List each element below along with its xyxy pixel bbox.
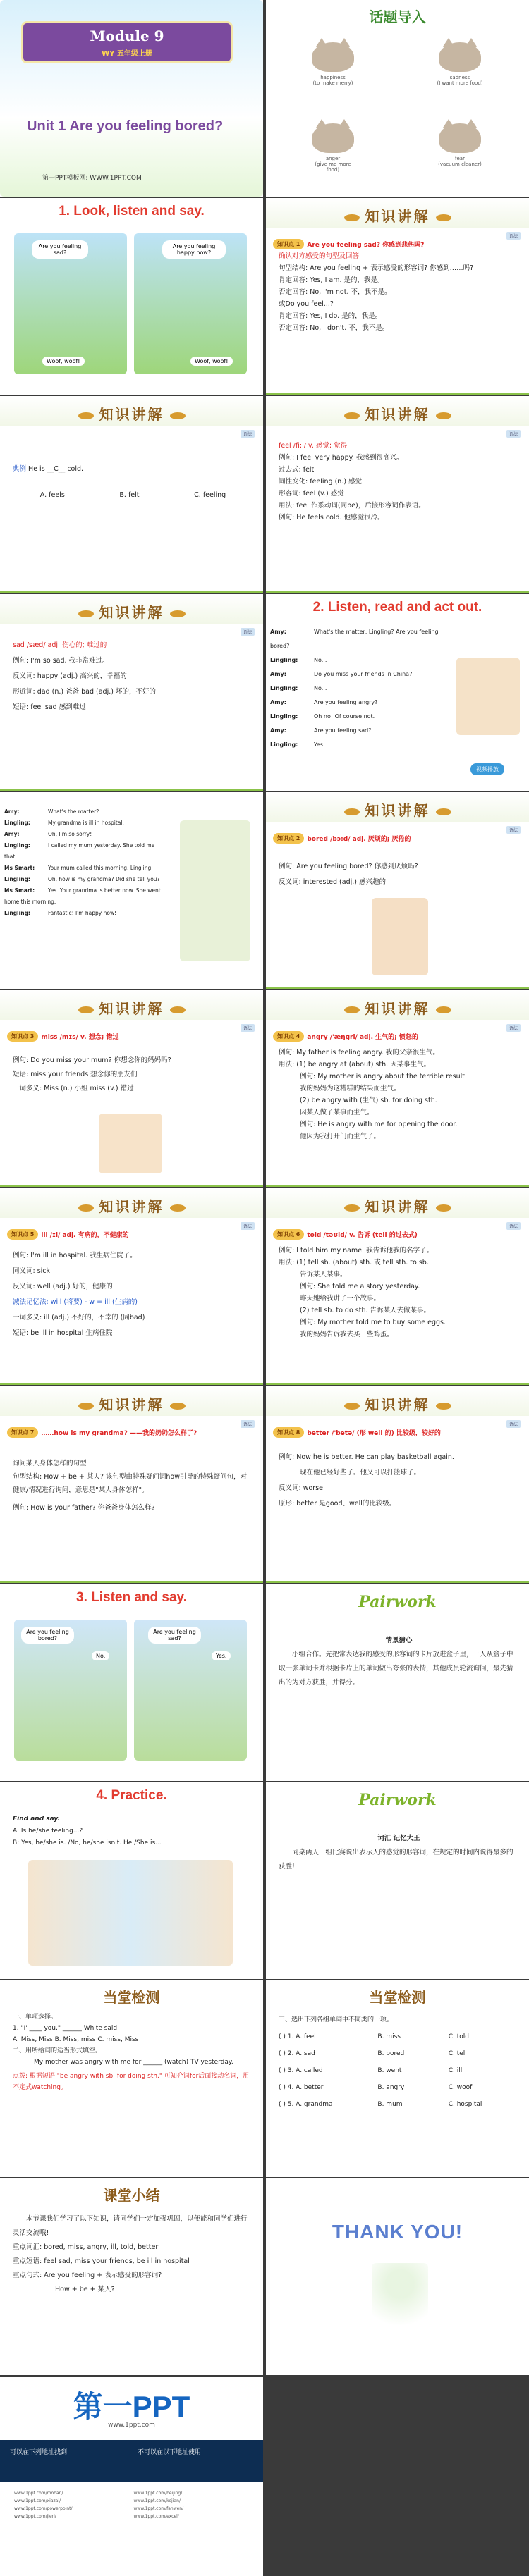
slide-knowledge-sad bbox=[0, 594, 263, 791]
girls-illustration bbox=[456, 658, 520, 735]
slide-title: Pairwork bbox=[358, 1593, 437, 1611]
slide-title: 知识讲解 bbox=[0, 997, 263, 1018]
slide-pairwork-2 bbox=[266, 1782, 529, 1979]
knowledge-point: 知识点 3 miss /mɪs/ v. 想念; 错过 bbox=[7, 1031, 118, 1042]
speech-bubble: Are you feeling sad? bbox=[32, 240, 88, 259]
cat-fear: fear (vacuum cleaner) bbox=[435, 123, 485, 167]
slide-title: 当堂检测 bbox=[369, 1989, 426, 2006]
activity: 情景猜心 小组合作。先把常表达我的感受的形容词的卡片放进盒子里，一人从盒子中取一张单词卡并根据卡片上的单词做出夸张的表情，其他成员轮流询问，最先猜出的为对方获胜，并得分。 bbox=[279, 1637, 513, 1687]
grammar-tag: 语法 bbox=[241, 1024, 255, 1032]
dandelion-image bbox=[372, 2263, 428, 2348]
cat-icon bbox=[312, 123, 354, 153]
cat-anger: anger (give me more food) bbox=[308, 123, 358, 173]
slide-title: 2. Listen, read and act out. bbox=[312, 600, 482, 615]
quiz-content: 一、单项选择。 1. "I' ____ you," ______ White said. A. Miss, Miss B. Miss, miss C. miss, Miss 二、用所给词的适当形式填空。 My mother was angry with me for ______ (watch) TV yesterday. 点拨: 根据短语 "be angry with sb. for doing sth." 可知介词for后面接动名词，用不定式watching。 bbox=[13, 2014, 250, 2091]
info-band: 可以在下列地址找到 不可以在以下地址使用 bbox=[0, 2440, 263, 2482]
footer-bar bbox=[0, 1581, 263, 1583]
content-lines: 询问某人身体怎样的句型 句型结构: How + be + 某人? 该句型由特殊疑问词how引导的特殊疑问句，对健康/情况进行询问，意思是"某人身体怎样"。 例句: How is your father? 你爸爸身体怎么样? bbox=[13, 1460, 247, 1512]
slide-title: 当堂检测 bbox=[103, 1989, 160, 2006]
dialogue: Amy: What's the matter, Lingling? Are you feeling bored? Lingling: No... Amy: Do you miss your friends in China? Lingling: No... Amy: Are you feeling angry? Lingling: Oh no! Of course not. Amy: Are you feeling sad? Lingling: Yes... bbox=[270, 629, 439, 748]
speech-bubble: Are you feeling bored? bbox=[21, 1627, 74, 1644]
slide-title: 知识讲解 bbox=[266, 403, 529, 424]
slide-listen-read-act bbox=[266, 594, 529, 791]
slide-listen-say bbox=[0, 1584, 263, 1781]
content-lines: 例句: Are you feeling bored? 你感到厌烦吗? 反义词: interested (adj.) 感兴趣的 bbox=[279, 863, 418, 886]
module-banner bbox=[21, 21, 233, 63]
slide-quiz-1 bbox=[0, 1980, 263, 2177]
slide-quiz-2 bbox=[266, 1980, 529, 2177]
knowledge-point: 知识点 4 angry /'æŋɡri/ adj. 生气的; 愤怒的 bbox=[273, 1031, 418, 1042]
question: 典例 He is __C__ cold. A. feels B. felt C. feeling bbox=[13, 463, 253, 501]
template-site: 第一PPT模板网: WWW.1PPT.COM bbox=[42, 175, 142, 182]
cat-icon bbox=[312, 42, 354, 72]
link-list: www.1ppt.com/moban/ www.1ppt.com/xiazai/ www.1ppt.com/powerpoint/ www.1ppt.com/jieri/ www.1ppt.com/beijing/ www.1ppt.com/kejian/ www.1ppt.com/fanwen/ www.1ppt.com/excel/ bbox=[14, 2491, 184, 2519]
slide-dialogue-2 bbox=[0, 792, 263, 989]
brand-logo: 第一PPT bbox=[73, 2390, 190, 2423]
footer-bar bbox=[266, 987, 529, 989]
content-lines: 例句: Do you miss your mum? 你想念你的妈妈吗? 短语: miss your friends 想念你的朋友们 一词多义: Miss (n.) 小姐 miss (v.) 错过 bbox=[13, 1056, 171, 1092]
slide-look-listen-say bbox=[0, 198, 263, 395]
slide-title: 知识讲解 bbox=[266, 1393, 529, 1414]
quiz-content: 三、选出下列各组单词中不同类的一项。 ( ) 1. A. feel B. miss C. told ( ) 2. A. sad B. bored C. tell ( ) 3. A. called B. went C. ill ( ) 4. A. better B. angry C. woof ( ) 5. A. grandma B. mum C. hospital bbox=[279, 2016, 482, 2108]
option-c: C. feeling bbox=[194, 491, 226, 499]
grammar-tag: 语法 bbox=[506, 1222, 521, 1230]
cat-icon bbox=[439, 123, 481, 153]
slide-title: 知识讲解 bbox=[266, 799, 529, 820]
grammar-tag: 语法 bbox=[241, 1420, 255, 1428]
slide-summary bbox=[0, 2178, 263, 2375]
slide-pairwork-1 bbox=[266, 1584, 529, 1781]
slide-knowledge-how bbox=[0, 1386, 263, 1583]
slide-title: 话题导入 bbox=[369, 8, 426, 25]
slide-title: 知识讲解 bbox=[0, 1393, 263, 1414]
option-a: A. feels bbox=[39, 491, 65, 499]
cat-icon bbox=[439, 42, 481, 72]
slide-title: 1. Look, listen and say. bbox=[59, 204, 205, 218]
slide-title: 3. Listen and say. bbox=[76, 1590, 187, 1605]
content-lines: 例句: I told him my name. 我告诉他我的名字了。 用法: (1) tell sb. (about) sth. 或 tell sth. to sb. 告诉某人某事。 例句: She told me a story yesterday. 昨天她给我讲了一个故事。 (2) tell sb. to do sth. 告诉某人去做某事。 例句: My mother told me to buy some eggs. 我的妈妈告诉我去买一些鸡蛋。 bbox=[279, 1247, 446, 1338]
thank-you-title: THANK YOU! bbox=[332, 2221, 463, 2243]
slide-knowledge-ill bbox=[0, 1188, 263, 1385]
slide-knowledge-better bbox=[266, 1386, 529, 1583]
bored-girl-illustration bbox=[372, 898, 428, 975]
footer-bar bbox=[266, 1581, 529, 1583]
grammar-tag: 语法 bbox=[506, 1024, 521, 1032]
speech-bubble: Are you feeling sad? bbox=[148, 1627, 201, 1644]
slide-title: 4. Practice. bbox=[96, 1788, 167, 1803]
content-lines: 例句: I'm ill in hospital. 我生病住院了。 同义词: sick 反义词: well (adj.) 好的，健康的 减法记忆法: will (将要) - w = ill (生病的) 一词多义: ill (adj.) 不好的，不幸的 (同bad) 短语: be ill in hospital 生病住院 bbox=[13, 1252, 145, 1337]
slide-cover bbox=[0, 0, 263, 197]
knowledge-point: 知识点 8 better /'betə/ (形 well 的) 比较级，较好的 bbox=[273, 1427, 441, 1438]
slide-title: 知识讲解 bbox=[266, 205, 529, 226]
dialogue: Amy: What's the matter? Lingling: My grandma is ill in hospital. Amy: Oh, I'm so sorry! Lingling: I called my mum yesterday. She told me that. Ms Smart: Your mum called this morning, Lingling. Lingling: Oh, how is my grandma? Did she tell you? Ms Smart: Yes. Your grandma is better now. She went home this morning. Lingling: Fantastic! I'm happy now! bbox=[4, 808, 161, 916]
footer-bar bbox=[0, 789, 263, 791]
grammar-tag: 语法 bbox=[506, 1420, 521, 1428]
unit-title: Unit 1 Are you feeling bored? bbox=[27, 118, 224, 134]
knowledge-point: 知识点 5 ill /ɪl/ adj. 有病的，不健康的 bbox=[7, 1229, 129, 1240]
knowledge-point: 知识点 7 ……how is my grandma? ——我的奶奶怎么样了? bbox=[7, 1427, 256, 1438]
content-lines: sad /sæd/ adj. 伤心的; 难过的 例句: I'm so sad. 我非常难过。 反义词: happy (adj.) 高兴的，幸福的 形近词: dad (n.) 爸爸 bad (adj.) 坏的，不好的 短语: feel sad 感到难过 bbox=[13, 641, 156, 711]
slide-knowledge-1 bbox=[266, 198, 529, 395]
dialogue-illustration bbox=[180, 820, 250, 961]
content-lines: 例句: Now he is better. He can play basketball again. 现在他已经好些了。他又可以打篮球了。 反义词: worse 原形: better 是good、well的比较级。 bbox=[279, 1453, 454, 1508]
slide-title: 课堂小结 bbox=[103, 2187, 160, 2204]
slide-title: 知识讲解 bbox=[266, 997, 529, 1018]
footer-bar bbox=[0, 1383, 263, 1385]
slide-title: 知识讲解 bbox=[0, 403, 263, 424]
grammar-tag: 语法 bbox=[506, 232, 521, 240]
speech-bubble: Yes. bbox=[212, 1651, 231, 1660]
slide-title: 知识讲解 bbox=[0, 601, 263, 622]
footer-bar bbox=[266, 393, 529, 395]
footer-bar bbox=[266, 1383, 529, 1385]
content-lines: 例句: My father is feeling angry. 我的父亲很生气。 用法: (1) be angry at (about) sth. 因某事生气。 例句: My mother is angry about the terrible result. 我的妈妈为这糟糕的结果而生气。 (2) be angry with (生气) sb. for doing sth. 因某人做了某事而生气。 例句: He is angry with me for opening the door. 他因为我打开门而生气了。 bbox=[279, 1049, 467, 1140]
grammar-tag: 语法 bbox=[241, 430, 255, 438]
footer-bar bbox=[0, 1185, 263, 1187]
cat-happiness: happiness (to make merry) bbox=[308, 42, 358, 86]
footer-bar bbox=[266, 591, 529, 593]
brand-site: www.1ppt.com bbox=[108, 2422, 155, 2429]
knowledge-point: 知识点 6 told /təʊld/ v. 告诉 (tell 的过去式) bbox=[273, 1229, 418, 1240]
footer-bar bbox=[266, 1185, 529, 1187]
speech-bubble: Are you feeling happy now? bbox=[162, 240, 226, 259]
slide-title: 知识讲解 bbox=[266, 1195, 529, 1216]
slide-practice bbox=[0, 1782, 263, 1979]
slide-knowledge-example bbox=[0, 396, 263, 593]
knowledge-point: 知识点 2 bored /bɔ:d/ adj. 厌烦的; 厌倦的 bbox=[273, 833, 411, 844]
summary-content: 本节课我们学习了以下知识，请同学们一定加强巩固，以便能和同学们进行灵活交流哦! 重点词汇: bored, miss, angry, ill, told, better 重点短语: feel sad, miss your friends, be ill in hospital 重点句式: Are you feeling + 表示感受的形容词? How + be + 某人? bbox=[13, 2215, 248, 2293]
slide-knowledge-bored bbox=[266, 792, 529, 989]
slide-knowledge-told bbox=[266, 1188, 529, 1385]
slide-knowledge-feel bbox=[266, 396, 529, 593]
speech-bubble: Woof, woof! bbox=[190, 357, 233, 366]
slide-thank-you bbox=[266, 2178, 529, 2375]
speech-bubble: No. bbox=[92, 1651, 109, 1660]
activity: 词汇 记忆大王 同桌两人一组比赛说出表示人的感觉的形容词，在规定的时间内说得最多的获胜! bbox=[279, 1835, 513, 1871]
slide-brand bbox=[0, 2377, 263, 2576]
knowledge-point: 知识点 1 Are you feeling sad? 你感到悲伤吗? bbox=[273, 239, 424, 249]
slide-topic-intro bbox=[266, 0, 529, 197]
play-video-button[interactable]: 视频播放 bbox=[470, 763, 504, 775]
slide-title: Pairwork bbox=[358, 1791, 437, 1809]
practice-images bbox=[28, 1860, 233, 1966]
slide-knowledge-angry bbox=[266, 990, 529, 1187]
speech-bubble: Woof, woof! bbox=[42, 357, 85, 366]
grammar-tag: 语法 bbox=[506, 826, 521, 834]
option-b: B. felt bbox=[119, 491, 140, 499]
grammar-tag: 语法 bbox=[506, 430, 521, 438]
practice-text: Find and say. A: Is he/she feeling...? B: Yes, he/she is. /No, he/she isn't. He /She is... bbox=[13, 1816, 162, 1847]
module-subtitle: WY 五年级上册 bbox=[102, 50, 152, 58]
footer-bar bbox=[0, 591, 263, 593]
content-lines: 确认对方感受的句型及回答 句型结构: Are you feeling + 表示感受的形容词? 你感到……吗? 肯定回答: Yes, I am. 是的，我是。 否定回答: No, I'm not. 不，我不是。 或Do you feel...? 肯定回答: Yes, I do. 是的，我是。 否定回答: No, I don't. 不，我不是。 bbox=[279, 252, 474, 332]
content-lines: feel /fi:l/ v. 感觉; 觉得 例句: I feel very happy. 我感到很高兴。 过去式: felt 词性变化: feeling (n.) 感觉 形容词: feel (v.) 感觉 用法: feel 作系动词(同be)，后接形容词作表语。 例句: He feels cold. 他感觉很冷。 bbox=[279, 442, 425, 522]
grammar-tag: 语法 bbox=[241, 1222, 255, 1230]
slide-knowledge-miss bbox=[0, 990, 263, 1187]
cat-sadness: sadness (I want more food) bbox=[435, 42, 485, 86]
grammar-tag: 语法 bbox=[241, 628, 255, 636]
module-title: Module 9 bbox=[90, 27, 164, 44]
empty-area bbox=[266, 2377, 529, 2576]
girl-illustration bbox=[99, 1114, 162, 1173]
slide-title: 知识讲解 bbox=[0, 1195, 263, 1216]
